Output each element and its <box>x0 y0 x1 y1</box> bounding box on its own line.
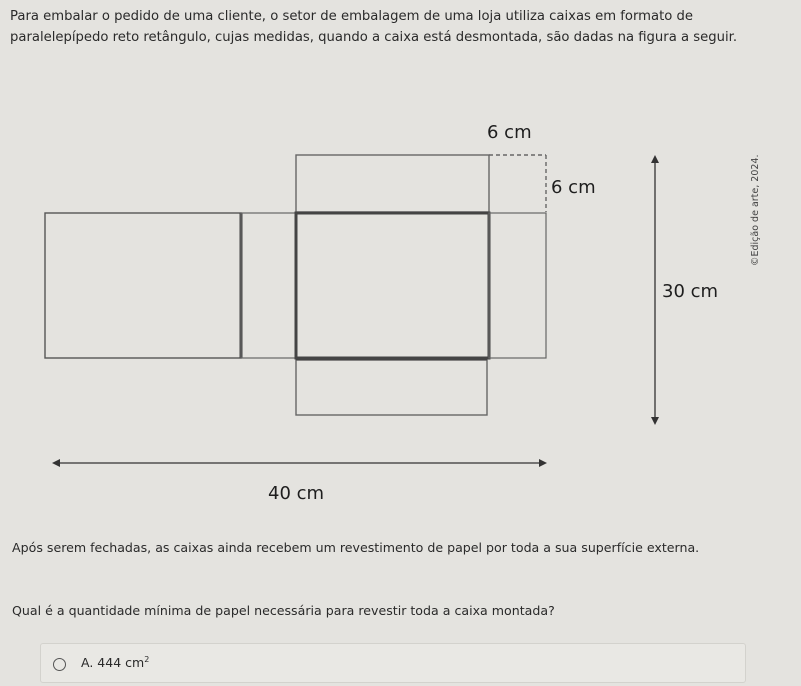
side-strip-right <box>489 213 546 358</box>
dim-height-label: 30 cm <box>662 281 719 302</box>
height-arrow-head-bottom <box>651 417 659 425</box>
front-face <box>296 213 489 358</box>
side-strip-left <box>241 213 296 358</box>
width-arrow-head-left <box>52 459 60 467</box>
question-paragraph-1: Após serem fechadas, as caixas ainda recebem um revestimento de papel por toda a sua superfície externa. <box>12 540 700 555</box>
left-face <box>45 213 241 358</box>
image-credit: ©Edição de arte, 2024. <box>750 154 761 266</box>
dim-top-label: 6 cm <box>487 122 532 143</box>
bottom-face <box>296 360 487 415</box>
width-arrow-head-right <box>539 459 547 467</box>
answer-option-text <box>81 655 149 670</box>
dim-width-label: 40 cm <box>268 483 325 504</box>
question-prompt: Qual é a quantidade mínima de papel necessária para revestir toda a caixa montada? <box>12 603 555 618</box>
radio-button-icon[interactable] <box>53 658 66 671</box>
dim-side-label: 6 cm <box>551 177 596 198</box>
answer-option-a[interactable] <box>40 643 746 683</box>
option-letter: A. <box>81 655 94 671</box>
top-face <box>296 155 489 212</box>
question-intro: Para embalar o pedido de uma cliente, o setor de embalagem de uma loja utiliza caixas em formato de paralelepípedo reto retângulo, cujas medidas, quando a caixa está desmontada, são dadas na figura a seguir. <box>10 9 738 45</box>
option-unit-power: 2 <box>144 655 150 664</box>
option-value: 444 cm <box>97 655 145 671</box>
height-arrow-head-top <box>651 155 659 163</box>
